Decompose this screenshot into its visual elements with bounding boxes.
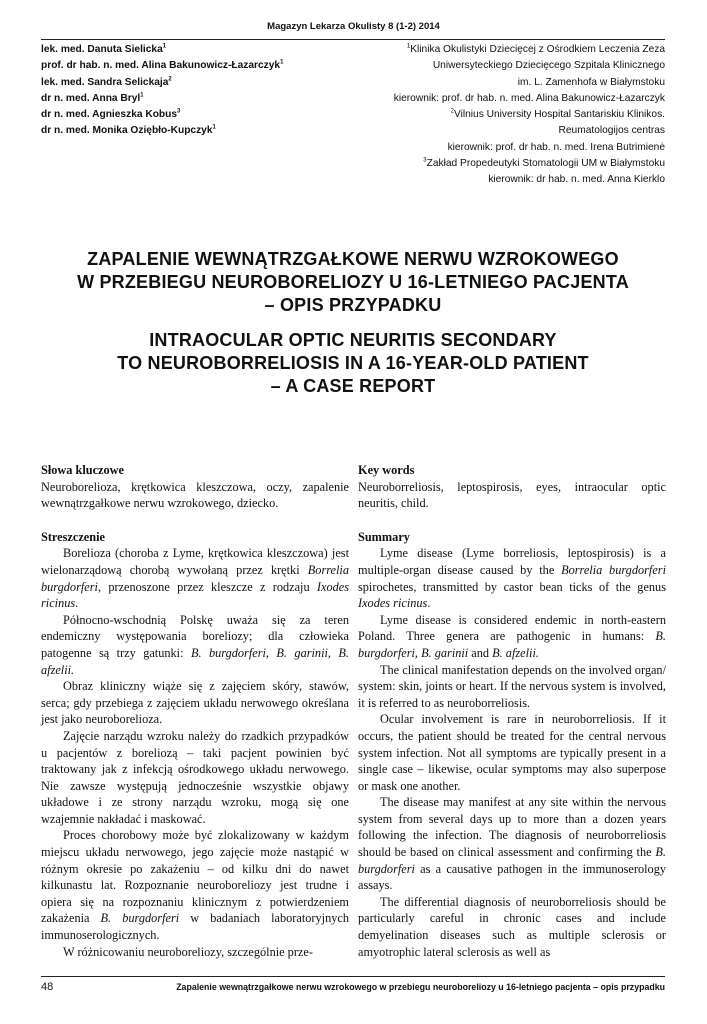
abstract-paragraph: Lyme disease is considered endemic in north-eastern Poland. Three genera are pathogenic in humans: B. burgdorferi, B. garinii and B. afzelii. xyxy=(358,612,666,660)
keywords-text: Neuroborreliosis, leptospirosis, eyes, intraocular optic neuritis, child. xyxy=(358,479,666,511)
affiliation-line: Reumatologijos centras xyxy=(558,125,665,137)
affiliation-line: im. L. Zamenhofa w Białymstoku xyxy=(517,76,665,88)
title-polish xyxy=(41,248,665,317)
affiliation-line: $^1$Klinika Okulistyki Dziecięcej z Ośrodkiem Leczenia Zeza xyxy=(406,43,665,55)
abstract-paragraph: The differential diagnosis of neuroborreliosis should be particularly careful in chronic cases and include demyelination diseases such as multiple sclerosis or amyotrophic lateral sclerosis as well as xyxy=(358,894,666,959)
title-english xyxy=(41,329,665,398)
affiliation-line: kierownik: prof. dr hab. n. med. Irena Butrimienė xyxy=(447,141,665,153)
keywords-heading: Słowa kluczowe xyxy=(41,463,125,477)
title-line: – A CASE REPORT xyxy=(270,376,436,396)
affiliation-line: Uniwersyteckiego Dziecięcego Szpitala Klinicznego xyxy=(432,60,665,72)
affiliation-line: kierownik: dr hab. n. med. Anna Kierklo xyxy=(488,174,665,186)
keywords-text: Neuroborelioza, krętkowica kleszczowa, oczy, zapalenie wewnątrzgałkowe nerwu wzrokowego, dziecko. xyxy=(41,479,349,511)
page-number: 48 xyxy=(41,981,54,993)
title-line: – OPIS PRZYPADKU xyxy=(264,295,442,315)
author-list xyxy=(41,42,341,140)
abstract-paragraph: Proces chorobowy może być zlokalizowany w każdym miejscu układu nerwowego, jego zajęcie może nastąpić w różnym okresie po zakażeniu – od kilku dni do nawet kilkunastu lat. Rozpoznanie neuroboreliozy jest trudne i opiera się na rozpoznaniu klinicznym z potwierdzeniem zakażenia B. burgdorferi w badaniach laboratoryjnych immunoserologicznych. xyxy=(41,828,349,943)
right-column-english xyxy=(358,462,666,960)
abstract-paragraph: Północno-wschodnią Polskę uważa się za teren endemiczny występowania boreliozy; dla człowieka patogenne są trzy gatunki: B. burgdorferi, B. garinii, B. afzelii. xyxy=(41,612,349,677)
affiliation-list xyxy=(335,42,665,189)
abstract-paragraph: Zajęcie narządu wzroku należy do rzadkich przypadków u pacjentów z boreliozą – taki pacjent powinien być traktowany jak z infekcją ośrodkowego układu nerwowego. Nie zawsze występują jednocześnie wszystkie objawy układowe i ze strony narządu wzroku, mogą się one wzajemnie nakładać i maskować. xyxy=(41,728,349,826)
author: dr n. med. Agnieszka Kobus$^3$ xyxy=(41,108,181,121)
title-line: INTRAOCULAR OPTIC NEURITIS SECONDARY xyxy=(149,330,557,350)
header-divider xyxy=(41,39,665,40)
footer-divider xyxy=(41,976,665,977)
running-title: Zapalenie wewnątrzgałkowe nerwu wzrokowego w przebiegu neuroboreliozy u 16-letniego pacjenta – opis przypadku xyxy=(176,982,665,992)
author: lek. med. Sandra Selickaja$^2$ xyxy=(41,76,172,88)
abstract-paragraph: Borelioza (choroba z Lyme, krętkowica kleszczowa) jest wielonarządową chorobą wywołaną przez krętki Borrelia burgdorferi, przenoszone przez kleszcze z rodzaju Ixodes ricinus. xyxy=(41,546,349,611)
summary-heading: Summary xyxy=(358,529,410,544)
journal-header: Magazyn Lekarza Okulisty 8 (1-2) 2014 xyxy=(267,21,440,32)
author: prof. dr hab. n. med. Alina Bakunowicz-Łazarczyk$^1$ xyxy=(41,59,284,72)
author: lek. med. Danuta Sielicka$^1$ xyxy=(41,43,167,55)
abstract-paragraph: The clinical manifestation depends on the involved organ/ system: skin, joints or heart. If the nervous system is involved, it is referred to as neuroborreliosis. xyxy=(358,662,666,710)
title-line: ZAPALENIE WEWNĄTRZGAŁKOWE NERWU WZROKOWEGO xyxy=(87,249,619,269)
author: dr n. med. Anna Bryl$^1$ xyxy=(41,92,144,104)
abstract-paragraph: W różnicowaniu neuroboreliozy, szczególnie prze- xyxy=(63,944,313,959)
title-line: TO NEUROBORRELIOSIS IN A 16-YEAR-OLD PATIENT xyxy=(117,353,589,373)
abstract-paragraph: The disease may manifest at any site within the nervous system from several days up to more than a dozen years following the infection. The diagnosis of neuroborreliosis should be based on clinical assessment and confirming the B. burgdorferi as a causative pathogen in the immunoserology assays. xyxy=(358,795,666,893)
keywords-heading: Key words xyxy=(358,463,415,477)
left-column-polish xyxy=(41,462,349,960)
summary-heading: Streszczenie xyxy=(41,529,105,544)
title-line: W PRZEBIEGU NEUROBORELIOZY U 16-LETNIEGO PACJENTA xyxy=(77,272,629,292)
affiliation-line: kierownik: prof. dr hab. n. med. Alina Bakunowicz-Łazarczyk xyxy=(393,92,665,104)
abstract-paragraph: Lyme disease (Lyme borreliosis, leptospirosis) is a multiple-organ disease caused by the Borrelia burgdorferi spirochetes, transmitted by castor bean ticks of the genus Ixodes ricinus. xyxy=(358,546,666,611)
author: dr n. med. Monika Oziębło-Kupczyk$^1$ xyxy=(41,125,216,137)
affiliation-line: $^2$Vilnius University Hospital Santariskiu Klinikos. xyxy=(450,108,665,121)
abstract-paragraph: Obraz kliniczny wiąże się z zajęciem skóry, stawów, serca; gdy przebiega z zajęciem układu nerwowego określana jest jako neuroborelioza. xyxy=(41,679,349,727)
abstract-paragraph: Ocular involvement is rare in neuroborreliosis. If it occurs, the patient should be treated for the central nervous system infection. Not all symptoms are typically present in a single case – likewise, ocular symptoms may also superpose or mask one another. xyxy=(358,712,666,793)
affiliation-line: $^3$Zakład Propedeutyki Stomatologii UM w Białymstoku xyxy=(423,157,665,170)
